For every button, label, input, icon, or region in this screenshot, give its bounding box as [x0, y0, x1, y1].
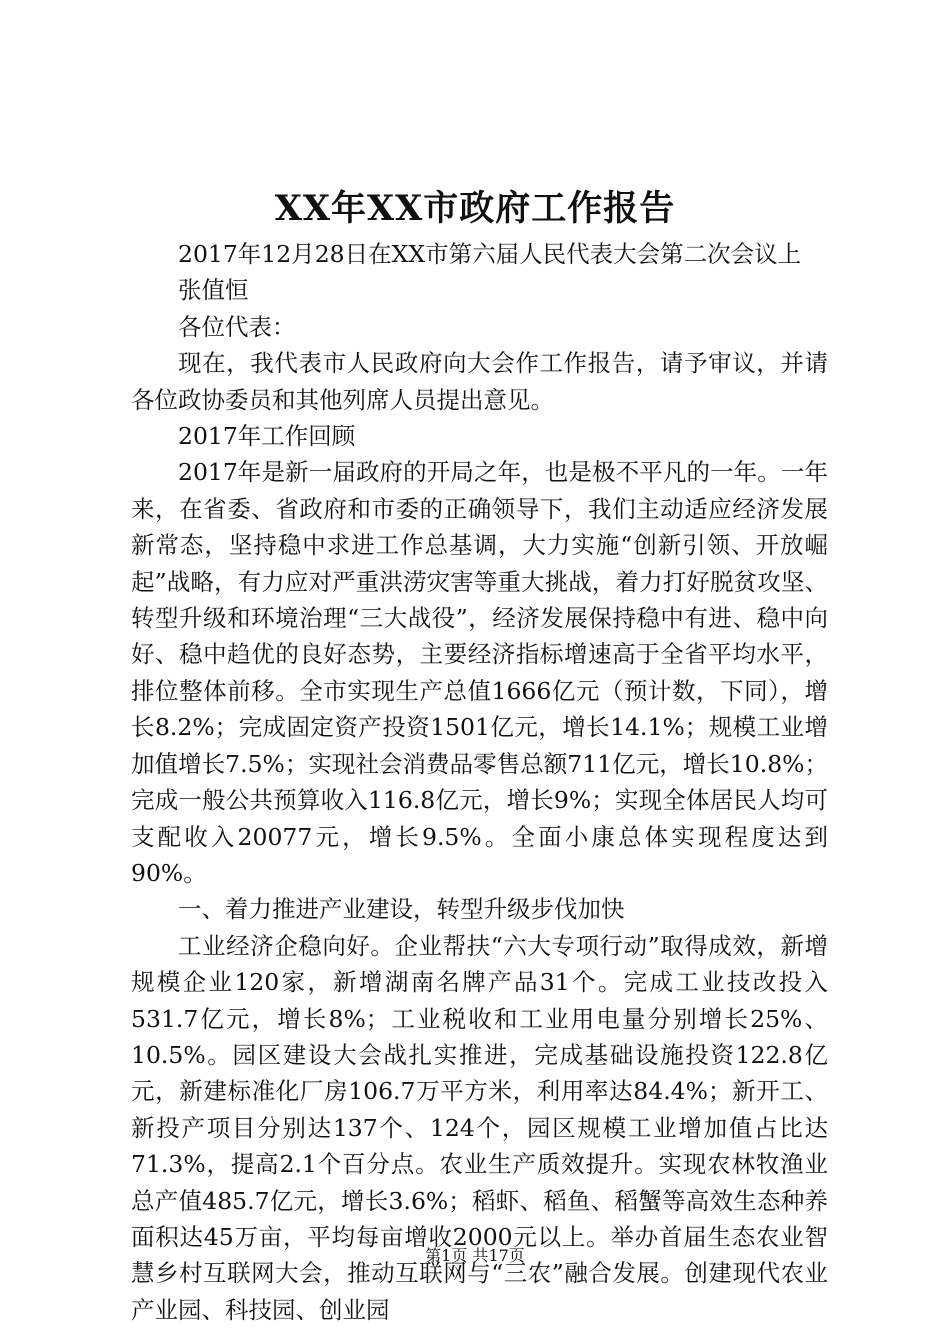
page-indicator: 第1页 共17页 [425, 1246, 525, 1265]
section-heading-review: 2017年工作回顾 [178, 422, 356, 451]
industry-paragraph: 工业经济企稳向好。企业帮扶“六大专项行动”取得成效，新增规模企业120家，新增湖南名牌产品31个。完成工业技改投入531.7亿元，增长8%；工业税收和工业用电量分别增长25%、10.5%。园区建设大会战扎实推进，完成基础设施投资122.8亿元，新建标准化厂房106.7万平方米，利用率达84.4%；新开工、新投产项目分别达137个、124个，园区规模工业增加值占比达71.3%，提高2.1个百分点。农业生产质效提升。实现农林牧渔业总产值485.7亿元，增长3.6%；稻虾、稻鱼、稻蟹等高效生态种养面积达45万亩，平均每亩增收2000元以上。举办首届生态农业智慧乡村互联网大会，推动互联网与“三农”融合发展。创建现代农业产业园、科技园、创业园 [131, 931, 828, 1324]
opening-paragraph: 现在，我代表市人民政府向大会作工作报告，请予审议，并请各位政协委员和其他列席人员提出意见。 [131, 349, 828, 414]
review-paragraph: 2017年是新一届政府的开局之年，也是极不平凡的一年。一年来，在省委、省政府和市委的正确领导下，我们主动适应经济发展新常态，坚持稳中求进工作总基调，大力实施“创新引领、开放崛起”战略，有力应对严重洪涝灾害等重大挑战，着力打好脱贫攻坚、转型升级和环境治理“三大战役”，经济发展保持稳中有进、稳中向好、稳中趋优的良好态势，主要经济指标增速高于全省平均水平，排位整体前移。全市实现生产总值1666亿元（预计数，下同），增长8.2%；完成固定资产投资1501亿元，增长14.1%；规模工业增加值增长7.5%；实现社会消费品零售总额711亿元，增长10.8%；完成一般公共预算收入116.8亿元，增长9%；实现全体居民人均可支配收入20077元，增长9.5%。全面小康总体实现程度达到90%。 [131, 458, 828, 887]
meeting-info-paragraph: 2017年12月28日在XX市第六届人民代表大会第二次会议上 [178, 240, 802, 268]
speaker-name: 张值恒 [178, 276, 249, 305]
section-heading-industry: 一、着力推进产业建设，转型升级步伐加快 [178, 895, 625, 924]
document-title: XX年XX市政府工作报告 [274, 188, 676, 229]
salutation: 各位代表： [178, 312, 296, 341]
document-body [131, 236, 828, 1328]
